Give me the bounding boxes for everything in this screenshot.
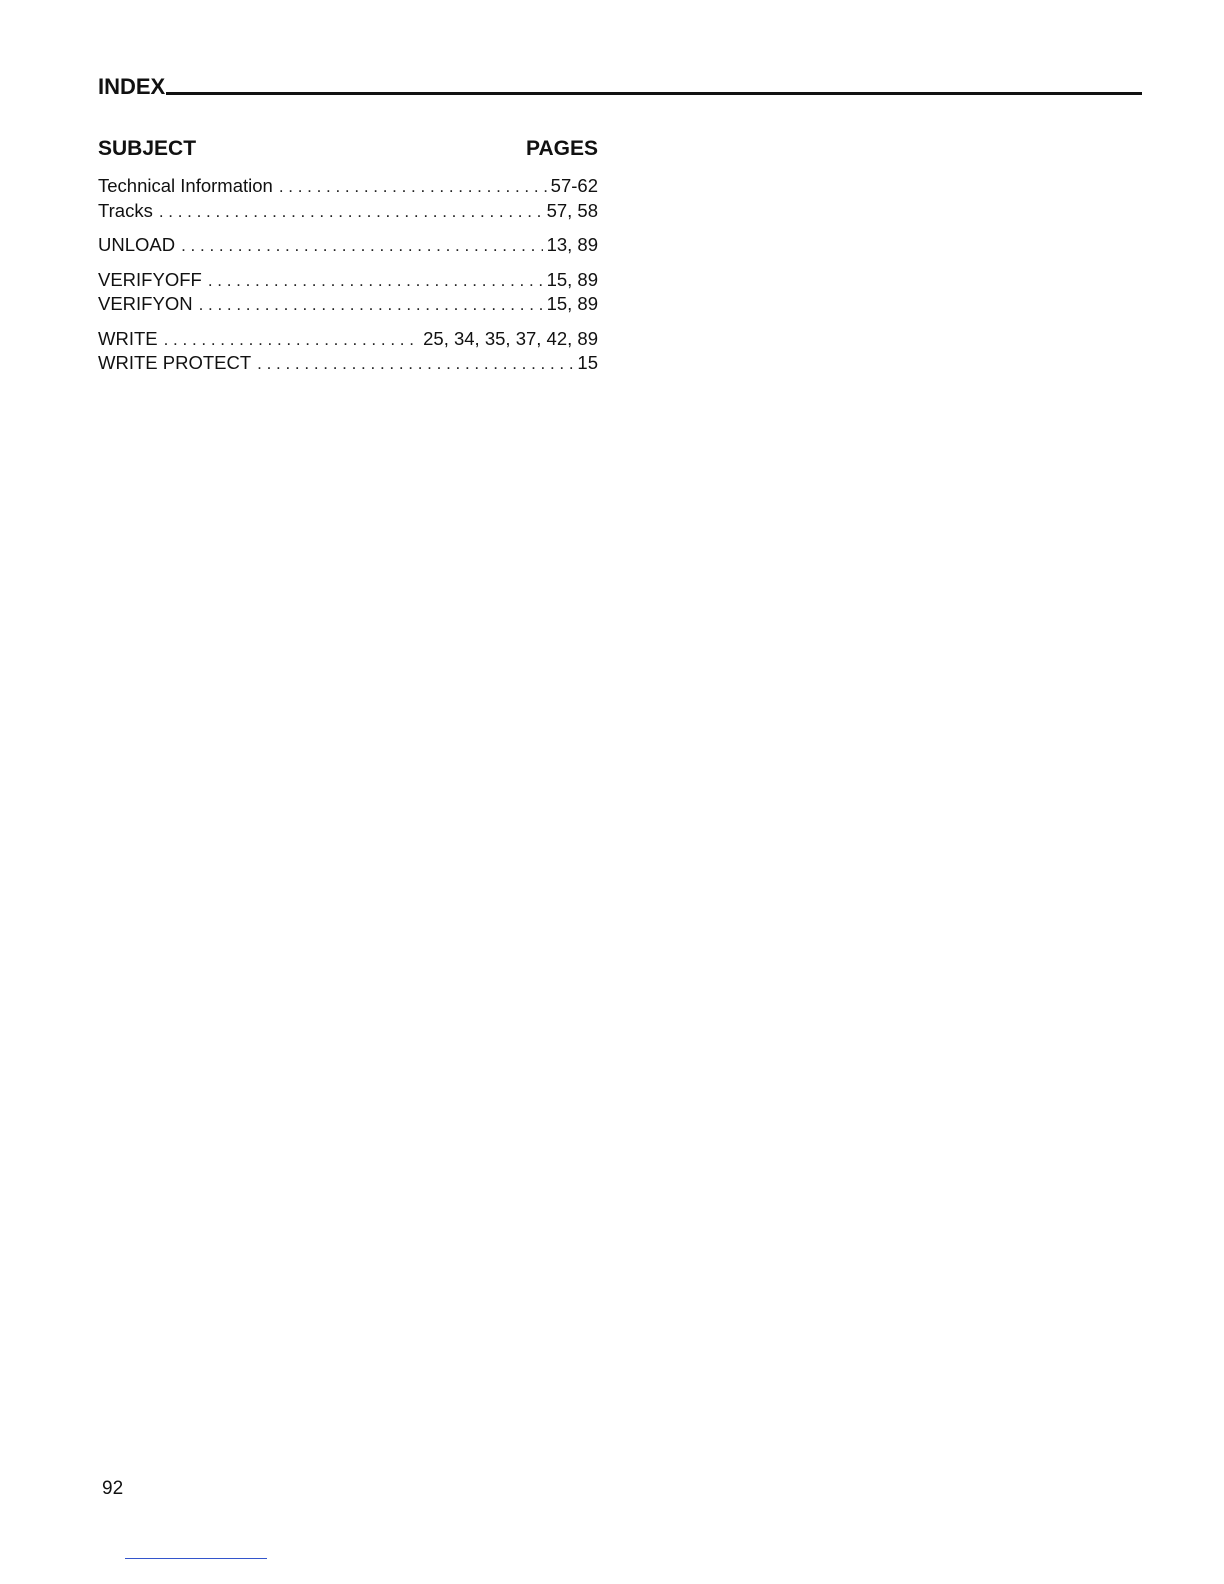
- index-entry: [98, 292, 598, 317]
- entry-subject: WRITE PROTECT: [98, 352, 252, 373]
- entry-pages: 15: [577, 352, 598, 373]
- index-entry: [98, 174, 598, 199]
- index-entry: [98, 199, 598, 224]
- index-table: [98, 134, 598, 386]
- index-group-u: [98, 233, 598, 258]
- dot-leader: [257, 352, 573, 376]
- dot-leader: [199, 293, 543, 317]
- entry-subject: UNLOAD: [98, 234, 176, 255]
- bottom-link-underline: [125, 1558, 267, 1559]
- index-group-t: [98, 174, 598, 223]
- entry-subject: WRITE: [98, 327, 158, 349]
- dot-leader: [279, 175, 547, 199]
- entry-pages: 13, 89: [546, 234, 598, 255]
- entry-subject: VERIFYOFF: [98, 268, 202, 290]
- dot-leader: [159, 200, 543, 224]
- entry-pages: 15, 89: [546, 293, 598, 314]
- dot-leader: [164, 328, 420, 352]
- dot-leader: [181, 234, 542, 258]
- index-entry: [98, 233, 598, 258]
- entry-subject: VERIFYON: [98, 293, 193, 314]
- page-number: 92: [102, 1478, 124, 1499]
- entry-pages: 15, 89: [546, 268, 598, 290]
- entry-pages: 57, 58: [546, 199, 598, 221]
- entry-pages: 25, 34, 35, 37, 42, 89: [423, 327, 598, 349]
- dot-leader: [208, 269, 543, 293]
- pages-column-header: PAGES: [526, 137, 598, 160]
- index-entry: [98, 351, 598, 376]
- subject-column-header: SUBJECT: [98, 137, 197, 160]
- column-headers: [98, 134, 598, 164]
- index-entry: [98, 327, 598, 352]
- header-rule: [166, 92, 1142, 95]
- index-title: INDEX: [98, 74, 166, 99]
- entry-subject: Technical Information: [98, 175, 273, 196]
- index-group-v: [98, 268, 598, 317]
- index-entry: [98, 268, 598, 293]
- entry-subject: Tracks: [98, 199, 153, 221]
- page-header: [98, 66, 1142, 98]
- index-group-w: [98, 327, 598, 376]
- entry-pages: 57-62: [550, 175, 598, 196]
